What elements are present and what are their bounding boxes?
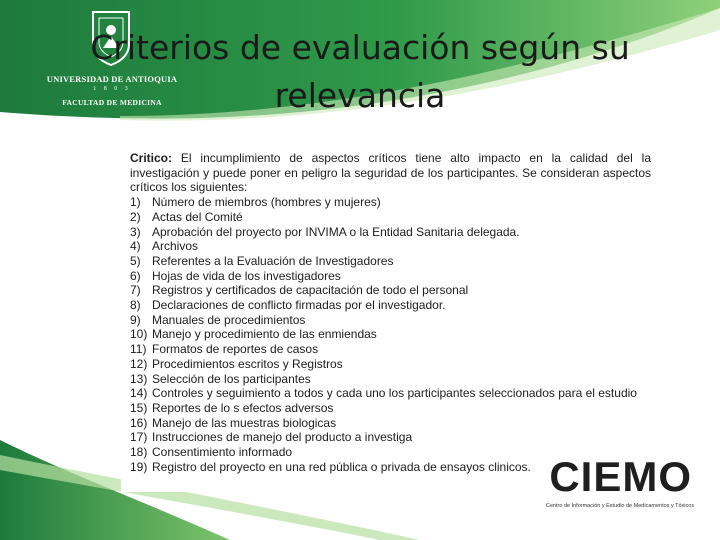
item-text: Manuales de procedimientos	[152, 312, 306, 327]
item-number: 17)	[130, 430, 148, 445]
item-text: Manejo y procedimiento de las enmiendas	[152, 327, 377, 342]
intro-label: Critico:	[130, 151, 172, 165]
list-item	[130, 342, 651, 357]
item-number: 6)	[130, 268, 141, 283]
list-item	[130, 386, 651, 401]
item-number: 5)	[130, 253, 141, 268]
list-item	[130, 254, 651, 269]
list-item	[130, 283, 651, 298]
ciemo-logo	[540, 455, 700, 519]
item-number: 14)	[130, 386, 148, 401]
list-item	[130, 225, 651, 240]
item-text: Actas del Comité	[152, 209, 243, 224]
item-number: 18)	[130, 445, 148, 460]
item-text: Referentes a la Evaluación de Investigadores	[152, 253, 394, 268]
item-text: Registros y certificados de capacitación de todo el personal	[152, 283, 469, 298]
list-item	[130, 269, 651, 284]
list-item	[130, 401, 651, 416]
item-text: Instrucciones de manejo del producto a investiga	[152, 430, 413, 445]
item-number: 7)	[130, 283, 141, 298]
item-text: Procedimientos escritos y Registros	[152, 356, 343, 371]
list-item	[130, 416, 651, 431]
item-text: Controles y seguimiento a todos y cada uno los participantes seleccionados para el estudio	[152, 386, 637, 401]
intro-text: El incumplimiento de aspectos críticos tiene alto impacto en la calidad del la investigación y puede poner en peligro la seguridad de los participantes. Se consideran aspectos críticos los siguientes:	[130, 151, 651, 195]
list-item	[130, 327, 651, 342]
item-number: 11)	[130, 342, 147, 357]
intro-paragraph	[130, 151, 651, 195]
list-item	[130, 210, 651, 225]
item-number: 4)	[130, 239, 141, 254]
list-item	[130, 298, 651, 313]
item-text: Número de miembros (hombres y mujeres)	[152, 195, 381, 210]
item-text: Manejo de las muestras biologicas	[152, 415, 337, 430]
item-text: Declaraciones de conflicto firmadas por el investigador.	[152, 298, 446, 313]
list-item	[130, 357, 651, 372]
slide-title: Criterios de evaluación según su relevancia	[90, 28, 630, 115]
item-text: Registro del proyecto en una red pública o privada de ensayos clinicos.	[152, 459, 531, 474]
criteria-list	[130, 195, 651, 474]
item-number: 8)	[130, 298, 141, 313]
criteria-document-image	[121, 147, 657, 492]
item-number: 15)	[130, 400, 148, 415]
list-item	[130, 430, 651, 445]
logo-university-name: UNIVERSIDAD DE ANTIOQUIA	[46, 74, 178, 84]
item-number: 10)	[130, 327, 148, 342]
item-number: 12)	[130, 356, 148, 371]
item-text: Aprobación del proyecto por INVIMA o la Entidad Sanitaria delegada.	[152, 224, 520, 239]
logo-faculty-name: FACULTAD DE MEDICINA	[62, 98, 162, 107]
item-text: Formatos de reportes de casos	[152, 342, 319, 357]
list-item	[130, 313, 651, 328]
list-item	[130, 372, 651, 387]
list-item	[130, 195, 651, 210]
item-number: 9)	[130, 312, 141, 327]
list-item	[130, 239, 651, 254]
item-text: Reportes de lo s efectos adversos	[152, 400, 334, 415]
logo-year: 1 8 0 3	[93, 86, 131, 92]
item-number: 3)	[130, 224, 141, 239]
item-text: Hojas de vida de los investigadores	[152, 268, 341, 283]
item-number: 13)	[130, 371, 148, 386]
ciemo-logo-word: CIEMO	[549, 455, 692, 499]
item-number: 16)	[130, 415, 148, 430]
item-text: Selección de los participantes	[152, 371, 311, 386]
item-number: 2)	[130, 209, 141, 224]
item-text: Consentimiento informado	[152, 445, 293, 460]
item-number: 19)	[130, 459, 148, 474]
ciemo-logo-subtitle: Centro de Información y Estudio de Medicamentos y Tóxicos	[545, 503, 695, 509]
item-text: Archivos	[152, 239, 199, 254]
item-number: 1)	[130, 195, 141, 210]
